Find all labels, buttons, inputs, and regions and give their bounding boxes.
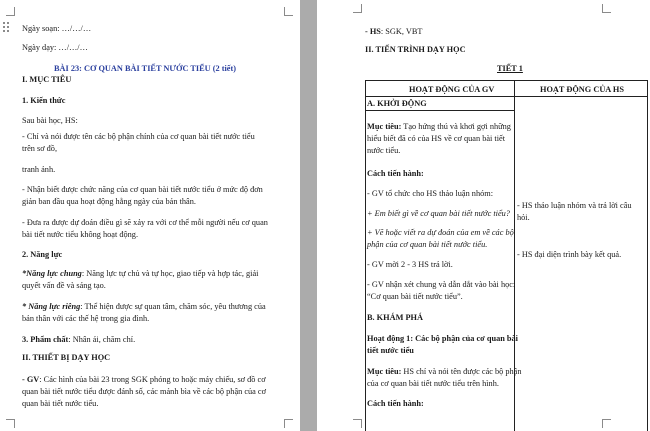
paragraph: bản thân với các thế hệ trong gia đình. bbox=[22, 314, 150, 323]
paragraph bbox=[22, 301, 266, 312]
cell-text: - HS thảo luận nhóm và trả lời câu bbox=[517, 201, 632, 210]
label: Mục tiêu: bbox=[367, 122, 402, 131]
paragraph: quan bài tiết nước tiểu được đánh số, các mảnh bìa về các bộ phận của cơ bbox=[22, 387, 267, 396]
text: HS chỉ và nói tên được các bộ phận bbox=[401, 367, 522, 376]
text: : Các hình của bài 23 trong SGK phóng to hoặc máy chiếu, sơ đồ cơ bbox=[39, 375, 266, 384]
date-written: Ngày soạn: …/…/… bbox=[22, 24, 92, 33]
text: : Năng lực tự chủ và tự học, giao tiếp và hợp tác, giải bbox=[81, 269, 259, 278]
paragraph: Sau bài học, HS: bbox=[22, 116, 78, 125]
cell-text: - GV tổ chức cho HS thảo luận nhóm: bbox=[367, 189, 494, 198]
section-label: A. KHỞI ĐỘNG bbox=[367, 99, 427, 108]
cell-heading: Hoạt động 1: Các bộ phận của cơ quan bài bbox=[367, 334, 518, 343]
cell-text: - GV mời 2 - 3 HS trả lời. bbox=[367, 260, 453, 269]
cell-text: nước tiểu. bbox=[367, 146, 401, 155]
section-heading: II. THIẾT BỊ DẠY HỌC bbox=[22, 353, 111, 362]
margin-corner-mark bbox=[602, 4, 611, 13]
cell-text: hỏi. bbox=[517, 213, 530, 222]
cell-text: “Cơ quan bài tiết nước tiểu”. bbox=[367, 292, 463, 301]
label: Mục tiêu: bbox=[367, 367, 402, 376]
label: * Năng lực riêng bbox=[22, 302, 81, 311]
cell-heading: Cách tiến hành: bbox=[367, 169, 424, 178]
row-divider bbox=[365, 110, 515, 111]
paragraph bbox=[22, 334, 135, 345]
label: - HS bbox=[365, 27, 381, 36]
cell-text: của cơ quan bài tiết nước tiểu trên hình. bbox=[367, 379, 499, 388]
margin-corner-mark bbox=[284, 419, 293, 428]
lesson-title: BÀI 23: CƠ QUAN BÀI TIẾT NƯỚC TIỂU (2 tiết) bbox=[54, 64, 237, 73]
period-heading: TIẾT 1 bbox=[497, 64, 523, 73]
paragraph: - Nhận biết được chức năng của cơ quan bài tiết nước tiểu ở mức độ đơn bbox=[22, 185, 263, 194]
column-divider bbox=[514, 80, 515, 431]
cell-text bbox=[367, 121, 511, 132]
label: *Năng lực chung bbox=[22, 269, 82, 278]
section-heading: I. MỤC TIÊU bbox=[22, 75, 72, 84]
margin-corner-mark bbox=[6, 7, 15, 16]
text: : SGK, VBT bbox=[380, 27, 423, 36]
subsection-heading: 2. Năng lực bbox=[22, 250, 63, 259]
paragraph: quan bài tiết nước tiểu. bbox=[22, 399, 99, 408]
paragraph: bài tiết nước tiểu không hoạt động. bbox=[22, 230, 139, 239]
section-label: B. KHÁM PHÁ bbox=[367, 313, 423, 322]
column-header-hs: HOẠT ĐỘNG CỦA HS bbox=[540, 85, 624, 94]
drag-handle-icon[interactable] bbox=[3, 22, 11, 36]
cell-text: - GV nhận xét chung và dẫn dắt vào bài học: bbox=[367, 280, 516, 289]
paragraph: - Đưa ra được dự đoán điều gì sẽ xảy ra với cơ thể mỗi người nếu cơ quan bbox=[22, 218, 268, 227]
cell-text bbox=[367, 366, 522, 377]
margin-corner-mark bbox=[353, 419, 362, 428]
header-divider bbox=[365, 96, 647, 97]
date-taught: Ngày dạy: …/…/… bbox=[22, 43, 88, 52]
cell-heading: Cách tiến hành: bbox=[367, 399, 424, 408]
document-page-right bbox=[317, 0, 650, 431]
paragraph bbox=[22, 374, 266, 385]
subsection-heading: 1. Kiến thức bbox=[22, 96, 66, 105]
cell-text: + Em biết gì về cơ quan bài tiết nước tiểu? bbox=[367, 209, 510, 218]
paragraph: giản ban đầu qua hoạt động hằng ngày của bản thân. bbox=[22, 197, 196, 206]
text: : Nhân ái, chăm chỉ. bbox=[68, 335, 136, 344]
paragraph bbox=[365, 26, 422, 37]
column-header-gv: HOẠT ĐỘNG CỦA GV bbox=[409, 85, 495, 94]
cell-text: phận của cơ quan bài tiết nước tiểu. bbox=[367, 240, 488, 249]
paragraph: quyết vấn đề và sáng tạo. bbox=[22, 281, 106, 290]
cell-heading: tiết nước tiểu bbox=[367, 346, 414, 355]
paragraph: - Chỉ và nói được tên các bộ phận chính của cơ quan bài tiết nước tiểu bbox=[22, 132, 255, 141]
cell-text: - HS đại diện trình bày kết quả. bbox=[517, 250, 622, 259]
section-heading: II. TIẾN TRÌNH DẠY HỌC bbox=[365, 45, 466, 54]
margin-corner-mark bbox=[284, 7, 293, 16]
label: - GV bbox=[22, 375, 40, 384]
cell-text: hiểu biết đã có của HS về cơ quan bài tiết bbox=[367, 134, 506, 143]
label: 3. Phẩm chất bbox=[22, 335, 69, 344]
paragraph bbox=[22, 268, 258, 279]
document-page-left bbox=[0, 0, 300, 431]
text: Tạo hứng thú và khơi gợi những bbox=[401, 122, 511, 131]
paragraph: trên sơ đồ, bbox=[22, 144, 58, 153]
text: : Thể hiện được sự quan tâm, chăm sóc, yêu thương của bbox=[80, 302, 266, 311]
cell-text: + Vẽ hoặc viết ra dự đoán của em về các bộ bbox=[367, 228, 514, 237]
paragraph: tranh ảnh. bbox=[22, 165, 56, 174]
margin-corner-mark bbox=[353, 4, 362, 13]
margin-corner-mark bbox=[6, 419, 15, 428]
